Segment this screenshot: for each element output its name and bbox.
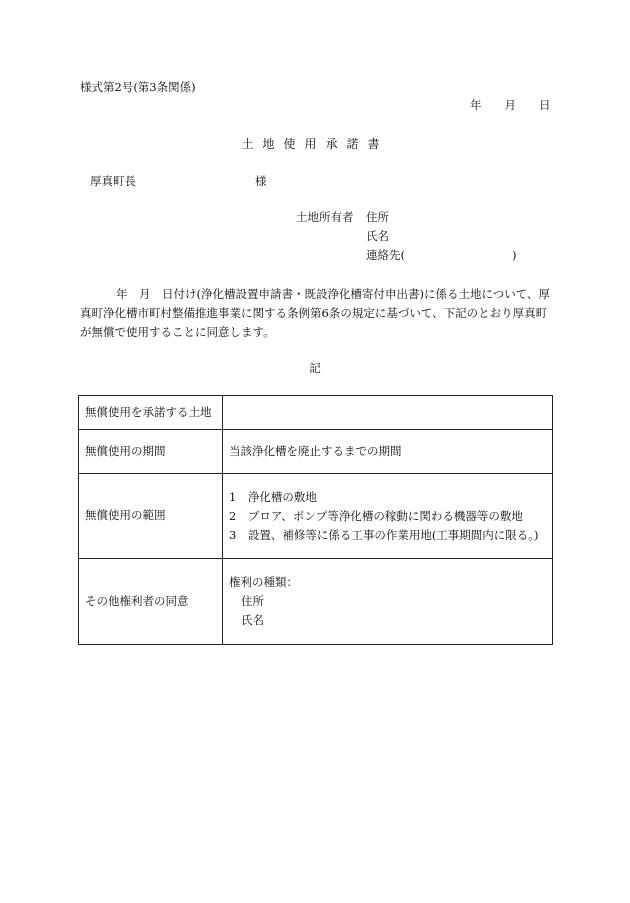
table-row — [79, 430, 553, 474]
scope-item-2: 2 ブロア、ポンプ等浄化槽の稼動に関わる機器等の敷地 — [229, 508, 523, 523]
addressee-name: 厚真町長 — [90, 174, 136, 188]
row-value-land — [223, 396, 553, 430]
table-row — [79, 396, 553, 430]
scope-item-1: 1 浄化槽の敷地 — [229, 489, 317, 504]
rights-type-label: 権利の種類： — [229, 575, 298, 589]
row-label-land: 無償使用を承諾する土地 — [79, 396, 223, 430]
rights-holder-address-label: 住所 — [241, 594, 264, 608]
ki-heading: 記 — [309, 361, 321, 375]
scope-item-3: 3 設置、補修等に係る工事の作業用地(工事期間内に限る。) — [229, 527, 539, 542]
row-value-period: 当該浄化槽を廃止するまでの期間 — [223, 430, 553, 474]
date-line: 年 月 日 — [470, 98, 551, 112]
terms-table — [78, 395, 553, 645]
document-title: 土地使用承諾書 — [241, 137, 389, 151]
owner-name-label: 氏名 — [366, 229, 389, 243]
row-value-scope — [223, 474, 553, 559]
owner-contact-label: 連絡先( — [366, 248, 405, 262]
row-value-consent — [223, 559, 553, 645]
addressee-honorific: 様 — [255, 174, 267, 188]
row-label-consent: その他権利者の同意 — [79, 559, 223, 645]
consent-paragraph: 年 月 日付け(浄化槽設置申請書・既設浄化槽寄付申出書)に係る土地について、厚真町浄化槽市町村整備推進事業に関する条例第6条の規定に基づいて、下記のとおり厚真町が無償で使用することに同意します。 — [80, 287, 551, 339]
table-row — [79, 474, 553, 559]
row-label-scope: 無償使用の範囲 — [79, 474, 223, 559]
table-row — [79, 559, 553, 645]
owner-address-label: 住所 — [366, 210, 389, 224]
owner-label: 土地所有者 — [296, 210, 354, 224]
row-label-period: 無償使用の期間 — [79, 430, 223, 474]
rights-holder-name-label: 氏名 — [241, 613, 264, 627]
form-number: 様式第2号(第3条関係) — [80, 80, 196, 94]
owner-contact-close: ) — [512, 248, 517, 262]
